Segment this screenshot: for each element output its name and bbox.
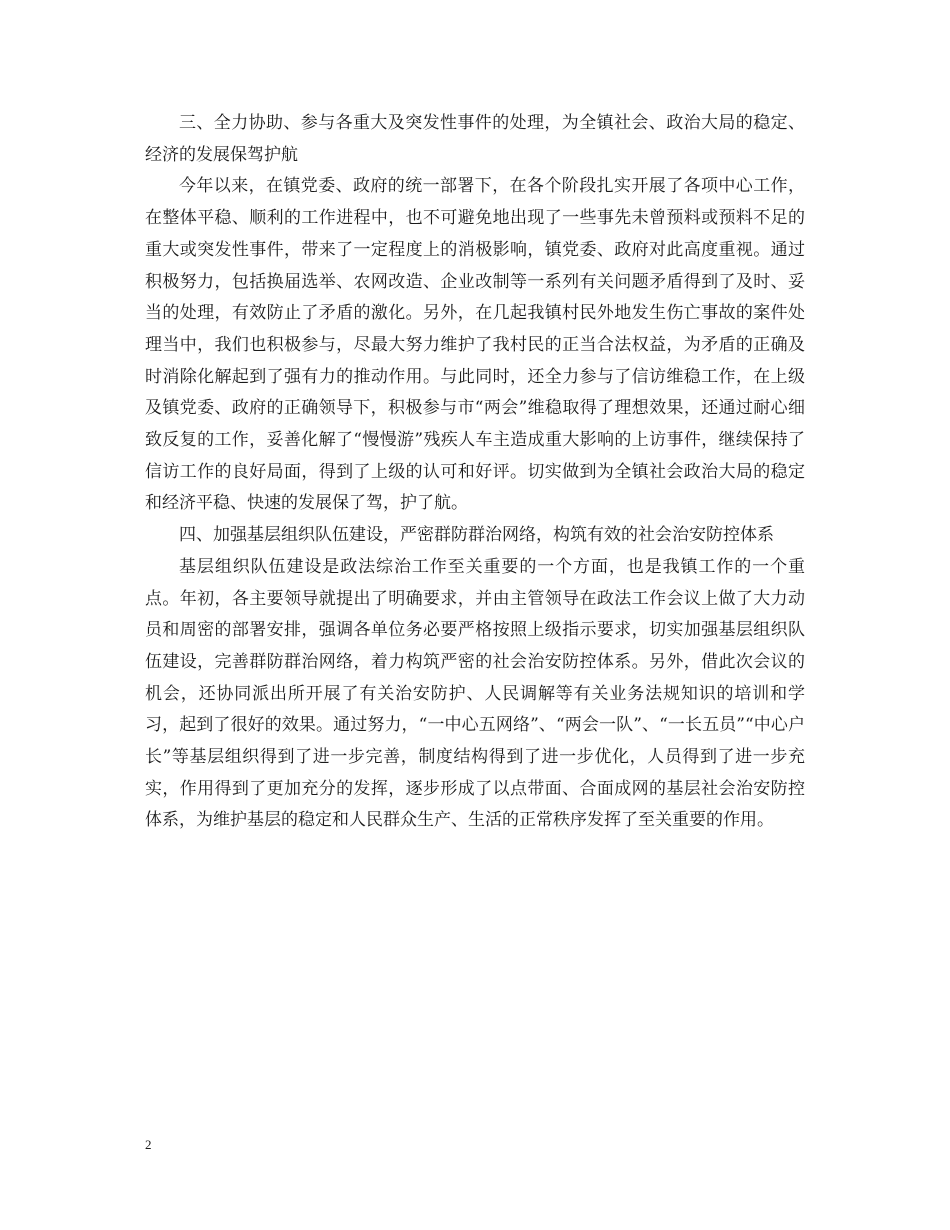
section-heading-four: 四、加强基层组织队伍建设，严密群防群治网络，构筑有效的社会治安防控体系 (179, 525, 774, 546)
body-paragraph: 今年以来，在镇党委、政府的统一部署下，在各个阶段扎实开展了各项中心工作，在整体平稳、顺利的工作进程中，也不可避免地出现了一些事先未曾预料或预料不足的重大或突发性事件，带来了一定程度上的消极影响，镇党委、政府对此高度重视。通过积极努力，包括换届选举、农网改造、企业改制等一系列有关问题矛盾得到了及时、妥当的处理，有效防止了矛盾的激化。另外，在几起我镇村民外地发生伤亡事故的案件处理当中，我们也积极参与，尽最大努力维护了我村民的正当合法权益，为矛盾的正确及时消除化解起到了强有力的推动作用。与此同时，还全力参与了信访维稳工作，在上级及镇党委、政府的正确领导下，积极参与市“两会”维稳取得了理想效果，还通过耐心细致反复的工作，妥善化解了“慢慢游”残疾人车主造成重大影响的上访事件，继续保持了信访工作的良好局面，得到了上级的认可和好评。切实做到为全镇社会政治大局的稳定和经济平稳、快速的发展保了驾，护了航。 (145, 176, 805, 514)
page-number: 2 (145, 1137, 152, 1152)
document-body (145, 108, 805, 837)
section-heading-three: 三、全力协助、参与各重大及突发性事件的处理，为全镇社会、政治大局的稳定、经济的发展保驾护航 (145, 113, 805, 165)
body-paragraph: 基层组织队伍建设是政法综治工作至关重要的一个方面，也是我镇工作的一个重点。年初，各主要领导就提出了明确要求，并由主管领导在政法工作会议上做了大力动员和周密的部署安排，强调各单位务必要严格按照上级指示要求，切实加强基层组织队伍建设，完善群防群治网络，着力构筑严密的社会治安防控体系。另外，借此次会议的机会，还协同派出所开展了有关治安防护、人民调解等有关业务法规知识的培训和学习，起到了很好的效果。通过努力，“一中心五网络”、“两会一队”、“一长五员”“中心户长”等基层组织得到了进一步完善，制度结构得到了进一步优化，人员得到了进一步充实，作用得到了更加充分的发挥，逐步形成了以点带面、合面成网的基层社会治安防控体系，为维护基层的稳定和人民群众生产、生活的正常秩序发挥了至关重要的作用。 (145, 556, 805, 831)
